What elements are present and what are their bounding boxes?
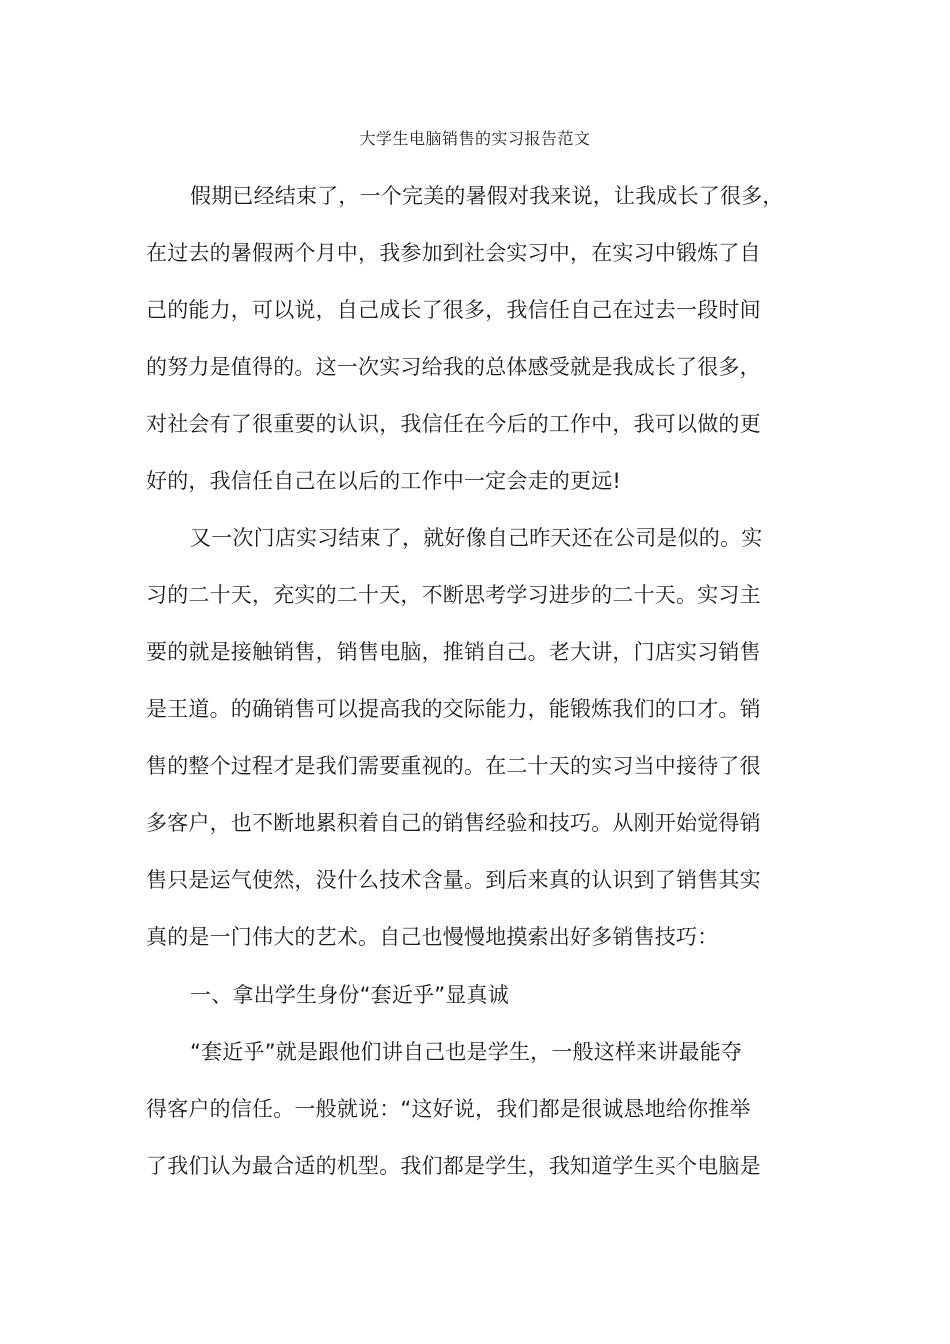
paragraph-line: 售的整个过程才是我们需要重视的。在二十天的实习当中接待了很 bbox=[146, 754, 761, 778]
paragraph-line: 售只是运气使然，没什么技术含量。到后来真的认识到了销售其实 bbox=[146, 868, 761, 892]
paragraph-line: 又一次门店实习结束了，就好像自己昨天还在公司是似的。实 bbox=[190, 526, 763, 550]
paragraph-line: 好的，我信任自己在以后的工作中一定会走的更远! bbox=[146, 469, 622, 493]
paragraph-line: 了我们认为最合适的机型。我们都是学生，我知道学生买个电脑是 bbox=[146, 1154, 761, 1178]
paragraph-line: 习的二十天，充实的二十天，不断思考学习进步的二十天。实习主 bbox=[146, 583, 761, 607]
paragraph-line: “套近乎”就是跟他们讲自己也是学生，一般这样来讲最能夺 bbox=[190, 1040, 743, 1064]
document-title: 大学生电脑销售的实习报告范文 bbox=[359, 129, 591, 148]
paragraph-line: 对社会有了很重要的认识，我信任在今后的工作中，我可以做的更 bbox=[146, 412, 761, 436]
paragraph-line: 假期已经结束了，一个完美的暑假对我来说，让我成长了很多， bbox=[190, 184, 784, 208]
paragraph-line: 是王道。的确销售可以提高我的交际能力，能锻炼我们的口才。销 bbox=[146, 697, 761, 721]
paragraph-line: 在过去的暑假两个月中，我参加到社会实习中，在实习中锻炼了自 bbox=[146, 241, 761, 265]
paragraph-line: 要的就是接触销售，销售电脑，推销自己。老大讲，门店实习销售 bbox=[146, 640, 761, 664]
paragraph-line: 己的能力，可以说，自己成长了很多，我信任自己在过去一段时间 bbox=[146, 298, 761, 322]
paragraph-line: 得客户的信任。一般就说：“这好说，我们都是很诚恳地给你推举 bbox=[146, 1097, 751, 1121]
paragraph-line: 多客户，也不断地累积着自己的销售经验和技巧。从刚开始觉得销 bbox=[146, 811, 761, 835]
section-heading: 一、拿出学生身份“套近乎”显真诚 bbox=[190, 983, 509, 1007]
paragraph-line: 的努力是值得的。这一次实习给我的总体感受就是我成长了很多， bbox=[146, 355, 761, 379]
paragraph-line: 真的是一门伟大的艺术。自己也慢慢地摸索出好多销售技巧： bbox=[146, 925, 719, 949]
